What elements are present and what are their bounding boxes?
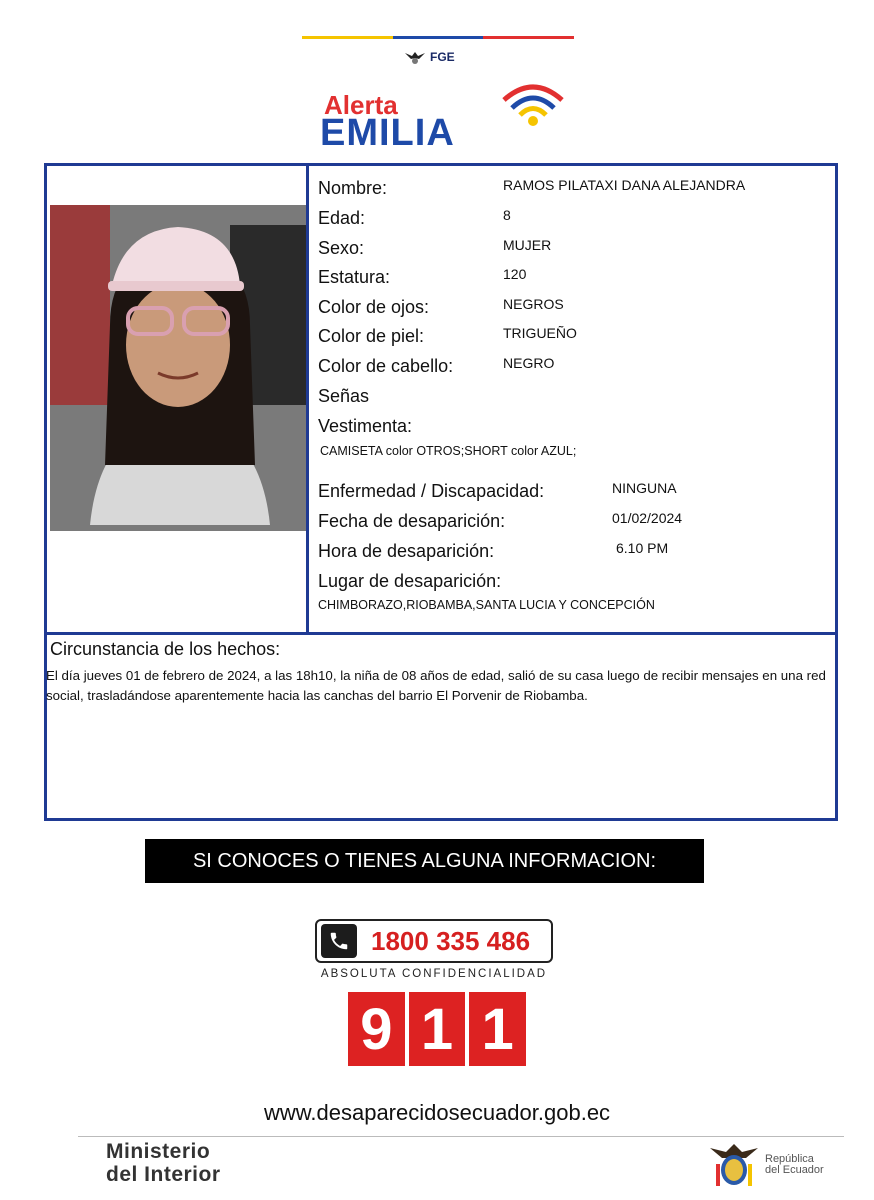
emergency-911[interactable]	[348, 992, 526, 1066]
logo-word-alerta: Alerta	[324, 90, 398, 120]
label-sexo: Sexo:	[318, 238, 365, 258]
phone-handset-icon	[321, 924, 357, 958]
footer-divider	[78, 1136, 844, 1137]
coat-of-arms-icon	[706, 1138, 762, 1188]
label-enfermedad: Enfermedad / Discapacidad:	[318, 481, 545, 501]
ministry-line2: del Interior	[106, 1163, 221, 1186]
ministry-line1: Ministerio	[106, 1140, 211, 1163]
value-fecha: 01/02/2024	[612, 510, 683, 526]
info-banner: SI CONOCES O TIENES ALGUNA INFORMACION:	[145, 839, 704, 883]
republic-logo	[706, 1138, 846, 1188]
value-sexo: MUJER	[503, 237, 552, 253]
website-link[interactable]: www.desaparecidosecuador.gob.ec	[263, 1100, 611, 1125]
label-nombre: Nombre:	[318, 178, 388, 198]
label-hora: Hora de desaparición:	[318, 541, 495, 561]
fge-label: FGE	[430, 50, 455, 64]
flag-color-line	[302, 36, 574, 39]
alerta-emilia-logo	[318, 78, 568, 153]
condor-icon	[404, 48, 426, 66]
label-edad: Edad:	[318, 208, 366, 228]
logo-word-emilia: EMILIA	[320, 112, 455, 154]
emergency-digit: 1	[469, 992, 526, 1066]
label-color-piel: Color de piel:	[318, 326, 425, 346]
value-estatura: 120	[503, 266, 527, 282]
value-lugar: CHIMBORAZO,RIOBAMBA,SANTA LUCIA Y CONCEPCIÓN	[318, 598, 655, 612]
label-vestimenta: Vestimenta:	[318, 416, 413, 436]
circumstances-text: El día jueves 01 de febrero de 2024, a las 18h10, la niña de 08 años de edad, salió de su casa luego de recibir mensajes en una red social, trasladándose aparentemente hacia las canchas del barrio El Porvenir de Riobamba.	[46, 668, 826, 703]
republic-line1: República	[765, 1153, 814, 1165]
hotline-box[interactable]	[315, 919, 553, 963]
label-senas: Señas	[318, 386, 370, 406]
emergency-digit: 1	[409, 992, 466, 1066]
value-hora: 6.10 PM	[616, 540, 669, 556]
value-vestimenta: CAMISETA color OTROS;SHORT color AZUL;	[320, 444, 577, 458]
confidentiality-label: ABSOLUTA CONFIDENCIALIDAD	[320, 968, 548, 980]
value-nombre: RAMOS PILATAXI DANA ALEJANDRA	[503, 177, 746, 193]
ministry-logo	[106, 1140, 221, 1186]
value-color-ojos: NEGROS	[503, 296, 564, 312]
row-divider	[44, 632, 838, 635]
label-color-cabello: Color de cabello:	[318, 356, 454, 376]
value-color-cabello: NEGRO	[503, 355, 555, 371]
hotline-number: 1800 335 486	[371, 925, 531, 956]
signal-waves-icon	[498, 78, 568, 148]
label-estatura: Estatura:	[318, 267, 391, 287]
value-enfermedad: NINGUNA	[612, 480, 677, 496]
value-edad: 8	[503, 207, 511, 223]
label-color-ojos: Color de ojos:	[318, 297, 430, 317]
circumstances-title: Circunstancia de los hechos:	[50, 639, 281, 659]
republic-line2: del Ecuador	[765, 1164, 824, 1176]
emergency-digit: 9	[348, 992, 405, 1066]
fge-logo	[404, 46, 484, 68]
value-color-piel: TRIGUEÑO	[503, 325, 577, 341]
label-lugar: Lugar de desaparición:	[318, 571, 502, 591]
label-fecha: Fecha de desaparición:	[318, 511, 506, 531]
missing-child-photo	[50, 205, 306, 531]
column-divider	[306, 163, 309, 635]
